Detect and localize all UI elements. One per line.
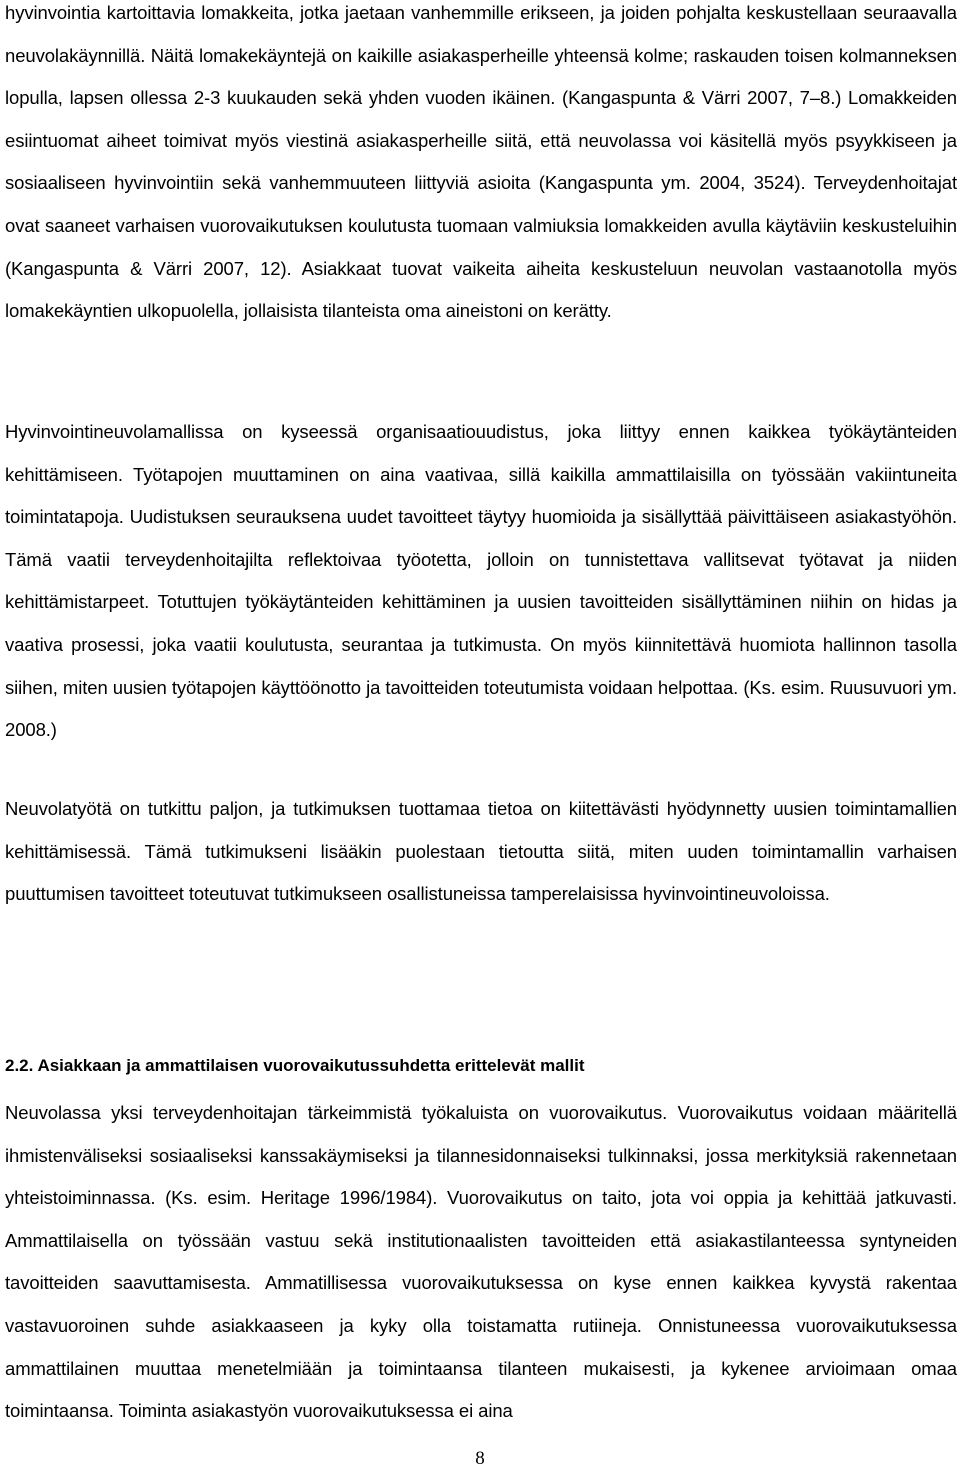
paragraph-lomakkeet: hyvinvointia kartoittavia lomakkeita, jotka jaetaan vanhemmille erikseen, ja joiden pohjalta keskustellaan seuraavalla neuvolakäynnillä. Näitä lomakekäyntejä on kaikille asiakasperheille yhteensä kolme; raskauden toisen kolmanneksen lopulla, lapsen ollessa 2-3 kuukauden sekä yhden vuoden ikäinen. (Kangaspunta & Värri 2007, 7–8.) Lomakkeiden esiintuomat aiheet toimivat myös viestinä asiakasperheille siitä, että neuvolassa voi käsitellä myös psyykkiseen ja sosiaaliseen hyvinvointiin sekä vanhemmuuteen liittyviä asioita (Kangaspunta ym. 2004, 3524). Terveydenhoitajat ovat saaneet varhaisen vuorovaikutuksen koulutusta tuomaan valmiuksia lomakkeiden avulla käytäviin keskusteluihin (Kangaspunta & Värri 2007, 12). Asiakkaat tuovat vaikeita aiheita keskusteluun neuvolan vastaanotolla myös lomakekäyntien ulkopuolella, jollaisista tilanteista oma aineistoni on kerätty. — [5, 2, 957, 322]
paragraph-neuvolatyo: Neuvolatyötä on tutkittu paljon, ja tutkimuksen tuottamaa tietoa on kiitettävästi hyödynnetty uusien toimintamallien kehittämisessä. Tämä tutkimukseni lisääkin puolestaan tietoutta siitä, miten uuden toimintamallin varhaisen puuttumisen tavoitteet toteutuvat tutkimukseen osallistuneissa tamperelaisissa hyvinvointineuvoloissa. — [5, 798, 957, 905]
section-heading: 2.2. Asiakkaan ja ammattilaisen vuorovaikutussuhdetta erittelevät mallit — [5, 1056, 585, 1075]
paragraph-hyvinvointineuvolamalli: Hyvinvointineuvolamallissa on kyseessä organisaatiouudistus, joka liittyy ennen kaikkea työkäytänteiden kehittämiseen. Työtapojen muuttaminen on aina vaativaa, sillä kaikilla ammattilaisilla on työssään vakiintuneita toimintatapoja. Uudistuksen seurauksena uudet tavoitteet täytyy huomioida ja sisällyttää päivittäiseen asiakastyöhön. Tämä vaatii terveydenhoitajilta reflektoivaa työotetta, jolloin on tunnistettava vallitsevat työtavat ja niiden kehittämistarpeet. Totuttujen työkäytänteiden kehittäminen ja uusien tavoitteiden sisällyttäminen niihin on hidas ja vaativa prosessi, joka vaatii koulutusta, seurantaa ja tutkimusta. On myös kiinnitettävä huomiota hallinnon tasolla siihen, miten uusien työtapojen käyttöönotto ja tavoitteiden toteutumista voidaan helpottaa. (Ks. esim. Ruusuvuori ym. 2008.) — [5, 421, 957, 741]
page-number: 8 — [475, 1448, 485, 1469]
paragraph-vuorovaikutus: Neuvolassa yksi terveydenhoitajan tärkeimmistä työkaluista on vuorovaikutus. Vuorovaikutus voidaan määritellä ihmistenväliseksi sosiaaliseksi kanssakäymiseksi ja tilannesidonnaiseksi tulkinnaksi, jossa merkityksiä rakennetaan yhteistoiminnassa. (Ks. esim. Heritage 1996/1984). Vuorovaikutus on taito, jota voi oppia ja kehittää jatkuvasti. Ammattilaisella on työssään vastuu sekä institutionaalisten tavoitteiden että asiakastilanteessa syntyneiden tavoitteiden saavuttamisesta. Ammatillisessa vuorovaikutuksessa on kyse ennen kaikkea kyvystä rakentaa vastavuoroinen suhde asiakkaaseen ja kyky olla toistamatta rutiineja. Onnistuneessa vuorovaikutuksessa ammattilainen muuttaa menetelmiään ja toimintaansa tilanteen mukaisesti, ja kykenee arvioimaan omaa toimintaansa. Toiminta asiakastyön vuorovaikutuksessa ei aina — [5, 1102, 957, 1422]
